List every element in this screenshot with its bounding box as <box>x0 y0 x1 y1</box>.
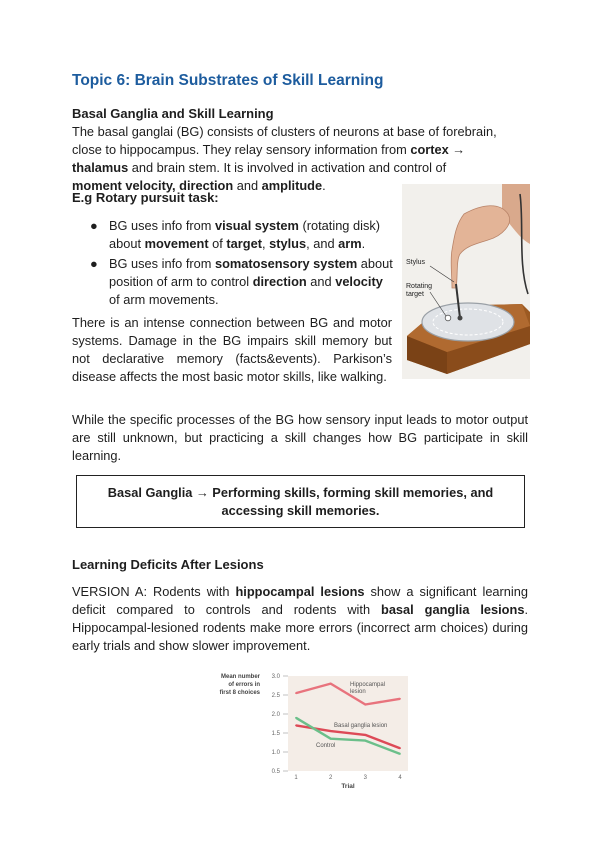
chart-y-tick-label: 1.5 <box>271 731 280 737</box>
chart-x-tick-label: 2 <box>328 775 333 781</box>
errors-line-chart <box>214 664 419 794</box>
chart-series-label: Hippocampal <box>350 682 386 688</box>
paragraph-lesions: VERSION A: Rodents with hippocampal lesions show a significant learning deficit compared to controls and rodents with basal ganglia lesions. Hippocampal-lesioned rodents make more errors (incorrect arm choices) during early trials and show slower improvement. <box>72 584 529 653</box>
chart-y-tick-label: 0.5 <box>271 769 280 775</box>
chart-y-tick-label: 2.0 <box>271 712 280 718</box>
chart-plot-area <box>288 676 408 771</box>
chart-y-ticks <box>272 674 288 775</box>
summary-line-1: Basal Ganglia → Performing skills, forming skill memories, and <box>107 484 494 500</box>
example-heading: E.g Rotary pursuit task: <box>72 190 219 205</box>
chart-series-label: Control <box>316 743 336 749</box>
paragraph-bg-process: While the specific processes of the BG how sensory input leads to motor output are still unknown, but practicing a skill changes how BG participate in skill learning. <box>72 412 528 463</box>
page-title: Topic 6: Brain Substrates of Skill Learning <box>72 72 384 89</box>
chart-y-label-line: first 8 choices <box>219 690 260 696</box>
paragraph-bg-intro: The basal ganglai (BG) consists of clusters of neurons at base of forebrain, close to hippocampus. They relay sensory information from cortex → thalamus and brain stem. It is involved in activation and control of moment velocity, direction and amplitude. <box>72 124 497 193</box>
chart-data-point <box>295 717 297 719</box>
chart-data-point <box>330 683 332 685</box>
chart-x-axis-label: Trial <box>341 783 355 790</box>
rotary-pursuit-photo <box>402 184 530 379</box>
chart-y-tick-label: 3.0 <box>271 674 280 680</box>
chart-series-label: lesion <box>350 689 366 695</box>
list-item: ● BG uses info from somatosensory system about position of arm to control direction and velocity of arm movements. <box>90 256 393 307</box>
section-heading-basal-ganglia: Basal Ganglia and Skill Learning <box>72 106 274 121</box>
photo-label-rotating: Rotating <box>406 283 433 290</box>
rotating-target <box>445 315 451 321</box>
list-item: ● BG uses info from visual system (rotating disk) about movement of target, stylus, and arm. <box>90 218 380 251</box>
photo-label-target: target <box>406 291 424 298</box>
chart-data-point <box>399 698 401 700</box>
chart-x-tick-label: 4 <box>398 775 402 781</box>
chart-data-point <box>364 734 366 736</box>
stylus-tip <box>458 316 463 321</box>
bullet-dot-icon: ● <box>90 218 98 233</box>
section-heading-lesions: Learning Deficits After Lesions <box>72 557 264 572</box>
bullet-list <box>90 217 395 309</box>
chart-y-label-line: Mean number <box>220 674 260 680</box>
chart-y-axis-label <box>220 674 261 696</box>
photo-label-stylus: Stylus <box>406 259 426 266</box>
summary-box <box>76 475 525 528</box>
chart-y-label-line: of errors in <box>228 682 260 688</box>
chart-data-point <box>364 740 366 742</box>
chart-y-tick-label: 2.5 <box>271 693 280 699</box>
chart-data-point <box>330 738 332 740</box>
bullet-dot-icon: ● <box>90 256 98 271</box>
paragraph-bg-motor: There is an intense connection between BG and motor systems. Damage in the BG impairs skill memory but not declarative memory (facts&events). Parkison’s disease affects the most basic motor skills, like walking. <box>72 315 392 384</box>
chart-x-tick-label: 3 <box>363 775 368 781</box>
chart-data-point <box>295 725 297 727</box>
rotating-disk <box>422 303 514 341</box>
chart-data-point <box>295 692 297 694</box>
summary-line-2: accessing skill memories. <box>221 502 380 518</box>
chart-data-point <box>364 704 366 706</box>
chart-data-point <box>399 753 401 755</box>
chart-x-tick-label: 1 <box>294 775 298 781</box>
chart-x-ticks <box>294 775 402 781</box>
chart-data-point <box>399 747 401 749</box>
chart-data-point <box>330 730 332 732</box>
chart-y-tick-label: 1.0 <box>271 750 280 756</box>
chart-series-label: Basal ganglia lesion <box>334 723 388 729</box>
